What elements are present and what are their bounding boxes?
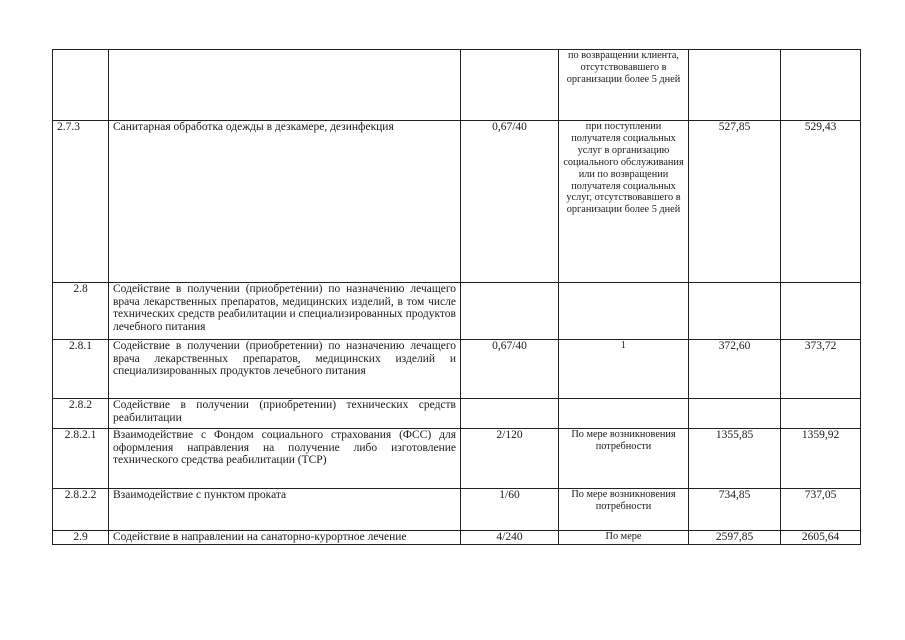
- time-norm: [461, 399, 559, 429]
- price-1: 372,60: [689, 340, 781, 399]
- price-1: 734,85: [689, 489, 781, 531]
- price-1: 2597,85: [689, 531, 781, 545]
- time-norm: [461, 50, 559, 121]
- price-1: [689, 50, 781, 121]
- service-name: Взаимодействие с пунктом проката: [109, 489, 461, 531]
- periodicity: По мере: [559, 531, 689, 545]
- price-2: 2605,64: [781, 531, 861, 545]
- table-row: [53, 121, 861, 283]
- price-2: [781, 50, 861, 121]
- price-1: [689, 283, 781, 340]
- periodicity: [559, 283, 689, 340]
- table-row: [53, 399, 861, 429]
- price-1: 1355,85: [689, 429, 781, 489]
- periodicity: при поступлении получателя социальных услуг в организацию социального обслуживания или по возвращении получателя социальных услуг, отсутствовавшего в организации более 5 дней: [559, 121, 689, 283]
- price-2: [781, 283, 861, 340]
- table-row: [53, 50, 861, 121]
- row-number: 2.8: [53, 283, 109, 340]
- price-2: 529,43: [781, 121, 861, 283]
- services-table: [52, 49, 861, 545]
- time-norm: [461, 283, 559, 340]
- price-2: 373,72: [781, 340, 861, 399]
- periodicity: по возвращении клиента, отсутствовавшего в организации более 5 дней: [559, 50, 689, 121]
- service-name: Санитарная обработка одежды в дезкамере, дезинфекция: [109, 121, 461, 283]
- table-row: [53, 429, 861, 489]
- service-name: Взаимодействие с Фондом социального страхования (ФСС) для оформления направления на получение либо изготовление технического средства реабилитации (ТСР): [109, 429, 461, 489]
- service-name: [109, 50, 461, 121]
- periodicity: 1: [559, 340, 689, 399]
- table-row: [53, 531, 861, 545]
- periodicity: [559, 399, 689, 429]
- time-norm: 4/240: [461, 531, 559, 545]
- time-norm: 0,67/40: [461, 340, 559, 399]
- time-norm: 0,67/40: [461, 121, 559, 283]
- table-row: [53, 283, 861, 340]
- table-row: [53, 489, 861, 531]
- price-1: [689, 399, 781, 429]
- price-1: 527,85: [689, 121, 781, 283]
- row-number: 2.8.2.2: [53, 489, 109, 531]
- row-number: 2.8.1: [53, 340, 109, 399]
- service-name: Содействие в направлении на санаторно-курортное лечение: [109, 531, 461, 545]
- row-number: 2.9: [53, 531, 109, 545]
- service-name: Содействие в получении (приобретении) по назначению лечащего врача лекарственных препаратов, медицинских изделий, в том числе технических средств реабилитации и специализированных продуктов лечебного питания: [109, 283, 461, 340]
- price-2: [781, 399, 861, 429]
- periodicity: По мере возникновения потребности: [559, 489, 689, 531]
- periodicity: По мере возникновения потребности: [559, 429, 689, 489]
- row-number: 2.7.3: [53, 121, 109, 283]
- row-number: [53, 50, 109, 121]
- time-norm: 2/120: [461, 429, 559, 489]
- table-row: [53, 340, 861, 399]
- service-name: Содействие в получении (приобретении) по назначению лечащего врача лекарственных препаратов, медицинских изделий и специализированных продуктов лечебного питания: [109, 340, 461, 399]
- row-number: 2.8.2.1: [53, 429, 109, 489]
- time-norm: 1/60: [461, 489, 559, 531]
- service-name: Содействие в получении (приобретении) технических средств реабилитации: [109, 399, 461, 429]
- price-2: 1359,92: [781, 429, 861, 489]
- row-number: 2.8.2: [53, 399, 109, 429]
- price-2: 737,05: [781, 489, 861, 531]
